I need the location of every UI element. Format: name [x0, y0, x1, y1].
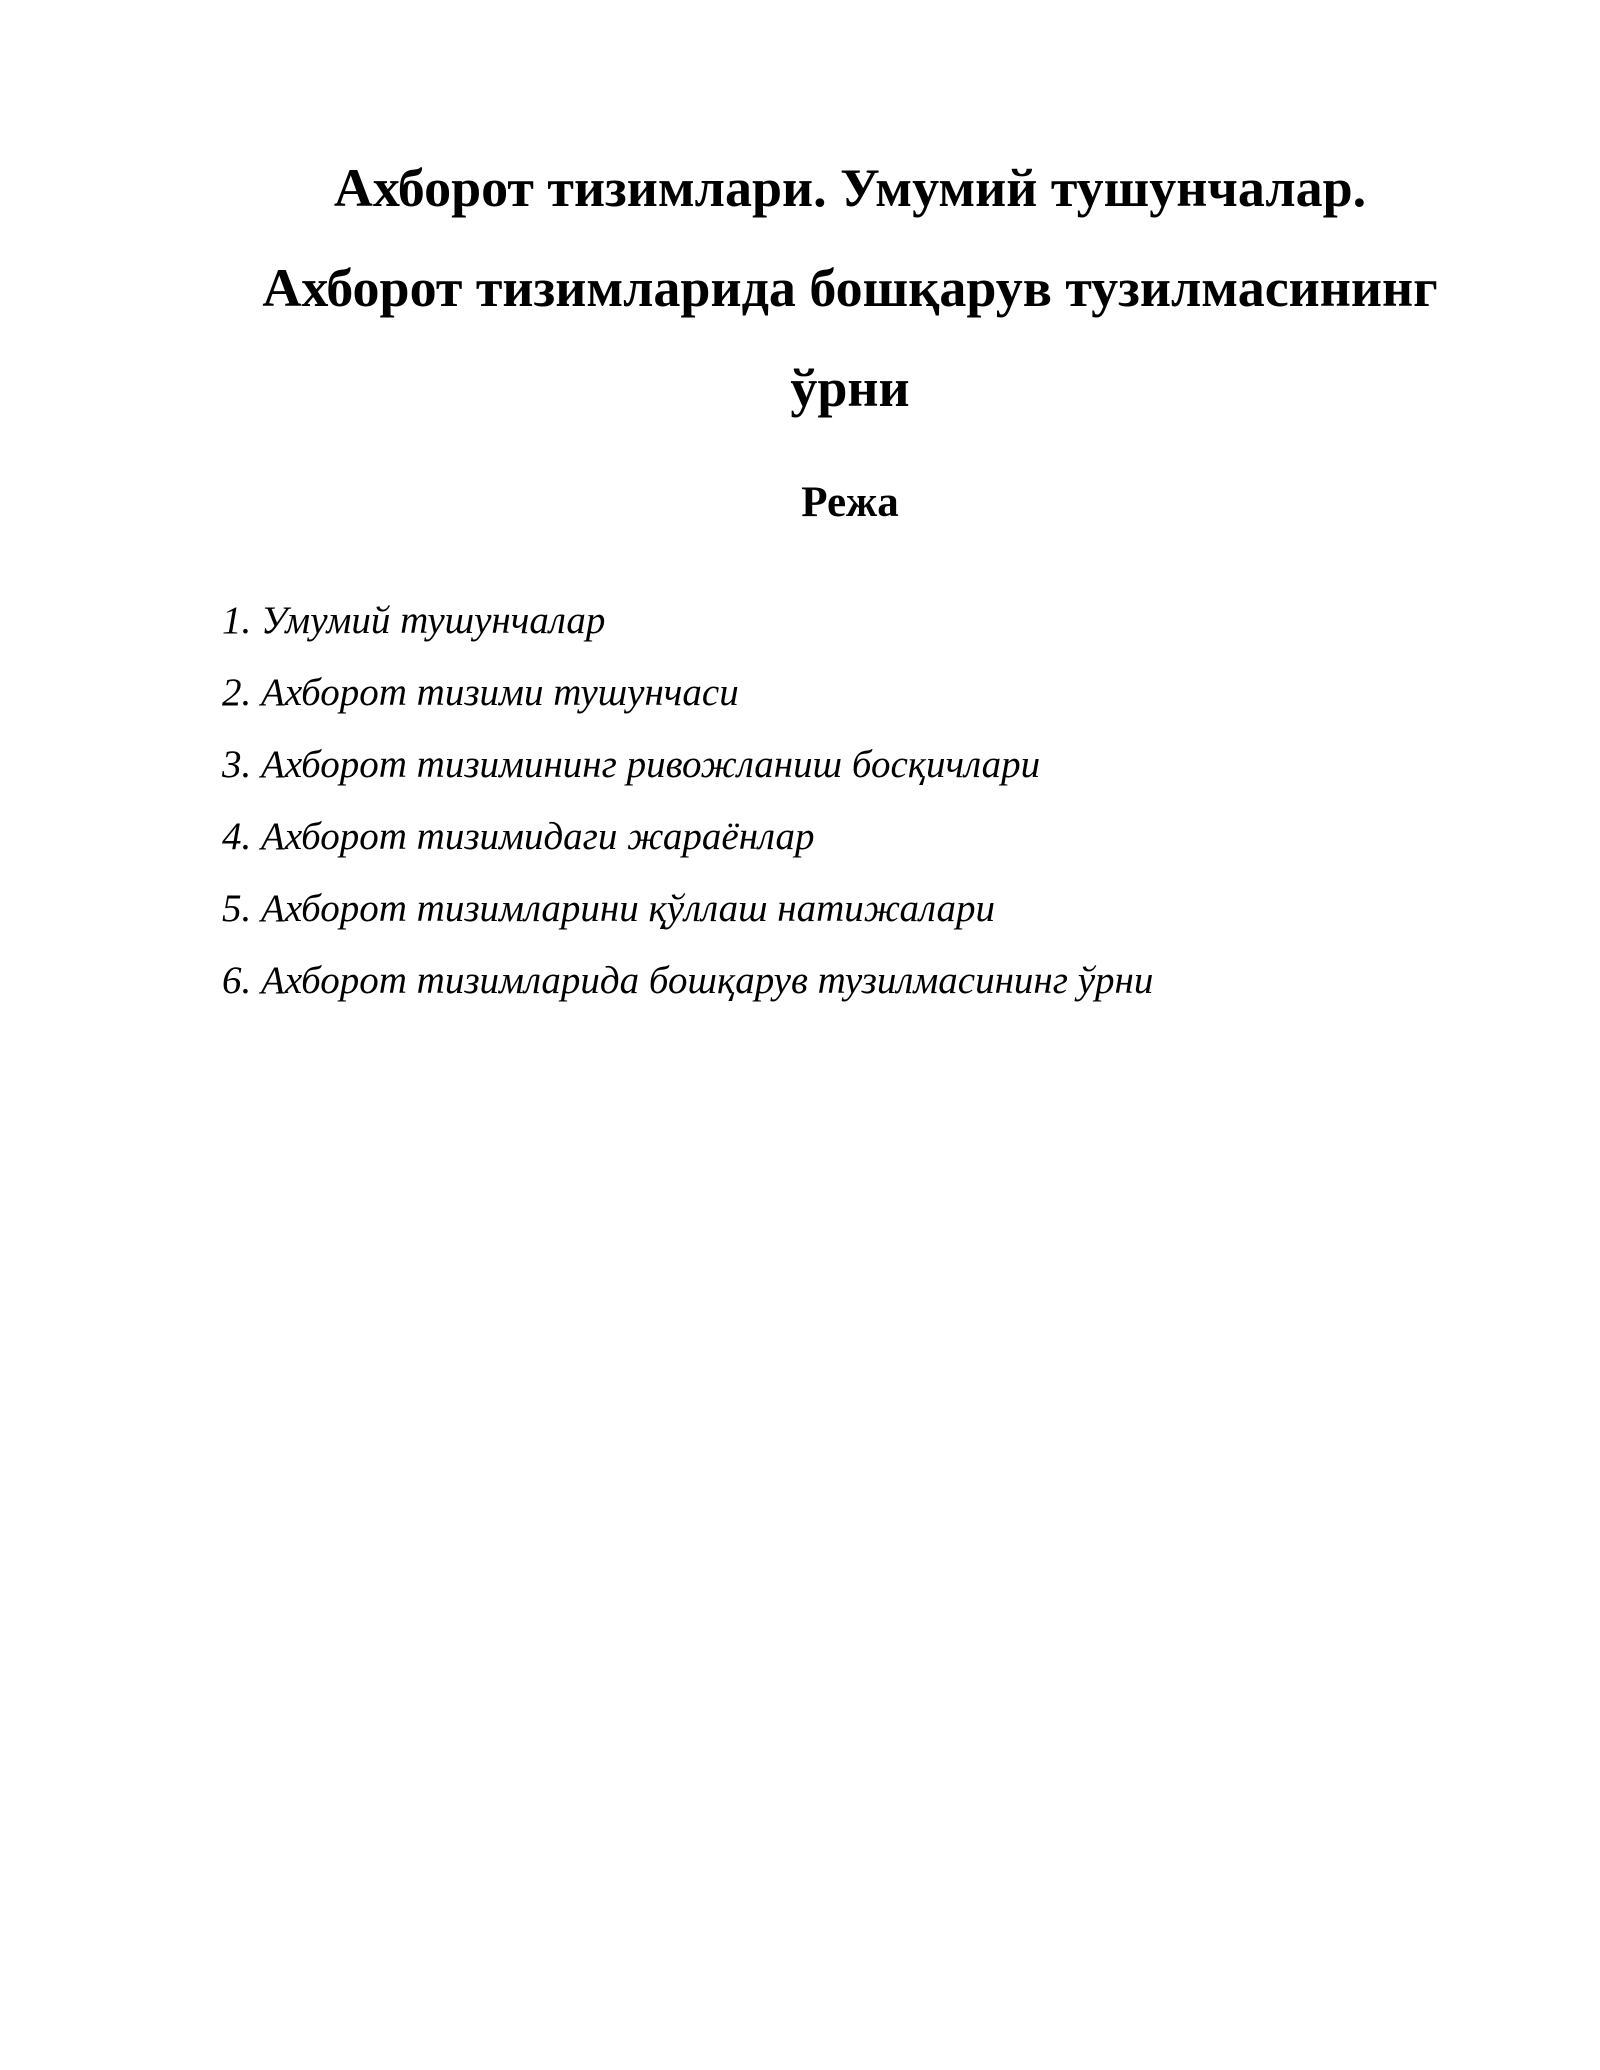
document-title — [200, 138, 1500, 438]
plan-item: 2. Ахборот тизими тушунчаси — [222, 671, 739, 714]
plan-heading: Режа — [801, 479, 899, 526]
title-line-3: ўрни — [790, 358, 910, 418]
title-line-2: Ахборот тизимларида бошқарув тузилмасининг — [262, 258, 1438, 318]
plan-item: 3. Ахборот тизимининг ривожланиш босқичлари — [222, 743, 1041, 786]
title-line-1: Ахборот тизимлари. Умумий тушунчалар. — [333, 158, 1367, 218]
plan-item: 5. Ахборот тизимларини қўллаш натижалари — [222, 887, 996, 930]
plan-item: 4. Ахборот тизимидаги жараёнлар — [222, 815, 815, 858]
plan-item: 6. Ахборот тизимларида бошқарув тузилмасининг ўрни — [222, 959, 1154, 1002]
plan-item: 1. Умумий тушунчалар — [222, 599, 606, 642]
plan-list — [222, 585, 1153, 1017]
